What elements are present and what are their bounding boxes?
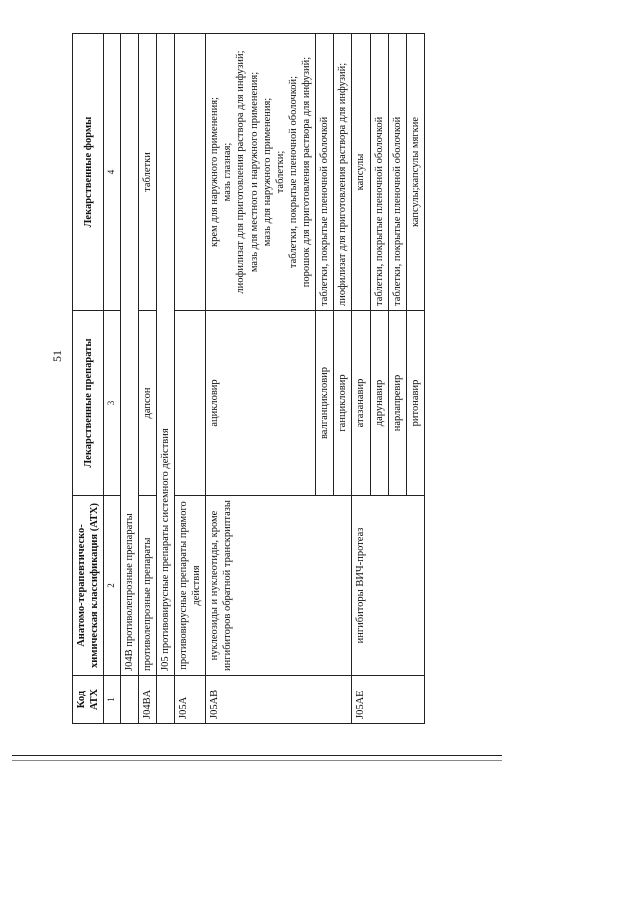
table-row-j05ab: [206, 34, 316, 724]
drug-forms-list: [206, 34, 316, 311]
column-number: 3: [104, 311, 120, 496]
classification: противовирусные препараты прямого действия: [174, 496, 205, 676]
drug-name: валганцикловир: [316, 311, 334, 496]
page-divider: [12, 755, 502, 756]
header-classification: Анатомо-терапевтическо-химическая классификация (АТХ): [73, 496, 104, 676]
header-code: Код АТХ: [73, 676, 104, 724]
group-row-j05: [156, 34, 174, 724]
rotated-table-wrapper: [72, 34, 425, 724]
column-number: 4: [104, 34, 120, 311]
atx-code: J05AE: [352, 676, 425, 724]
drug-name: нарлапревир: [388, 311, 406, 496]
table-row-j04ba: [138, 34, 156, 724]
drug-name: ацикловир: [206, 311, 316, 496]
column-number: 2: [104, 496, 120, 676]
atx-code: J04BA: [138, 676, 156, 724]
drug-form: таблетки, покрытые пленочной оболочкой: [370, 34, 388, 311]
group-row-j04b: [120, 34, 138, 724]
drug-name: дапсон: [138, 311, 156, 496]
drug-form: порошок для приготовления раствора для инфузий;: [301, 56, 312, 288]
group-title: J05 противовирусные препараты системного действия: [156, 34, 174, 676]
atx-code: J05A: [174, 676, 205, 724]
classification: нуклеозиды и нуклеотиды, кроме ингибиторов обратной транскриптазы: [206, 496, 352, 676]
drug-form: таблетки: [138, 34, 156, 311]
header-row: [73, 34, 104, 724]
drug-form: лиофилизат для приготовления раствора для инфузий;: [334, 34, 352, 311]
drug-form: таблетки, покрытые пленочной оболочкой: [388, 34, 406, 311]
group-title: J04B противолепрозные препараты: [120, 34, 138, 676]
drug-form: капсулы: [352, 34, 370, 311]
page-divider: [12, 760, 502, 761]
drug-form: таблетки, покрытые пленочной оболочкой;: [287, 75, 299, 269]
drug-form: мазь для местного и наружного применения;: [248, 71, 260, 273]
header-drugs: Лекарственные препараты: [73, 311, 104, 496]
drug-form: капсулы;капсулы мягкие: [406, 34, 424, 311]
drug-name: ритонавир: [406, 311, 424, 496]
classification: противолепрозные препараты: [138, 496, 156, 676]
drug-name: ганцикловир: [334, 311, 352, 496]
column-number: 1: [104, 676, 120, 724]
drug-name: атазанавир: [352, 311, 370, 496]
atx-table: [72, 33, 425, 724]
drug-form: крем для наружного применения;: [209, 97, 221, 247]
table-row-j05ae: [352, 34, 370, 724]
drug-name: дарунавир: [370, 311, 388, 496]
header-forms: Лекарственные формы: [73, 34, 104, 311]
drug-form: лиофилизат для приготовления раствора для инфузий;: [235, 50, 247, 294]
atx-code: J05AB: [206, 676, 352, 724]
classification: ингибиторы ВИЧ-протеаз: [352, 496, 425, 676]
drug-form: таблетки, покрытые пленочной оболочкой: [316, 34, 334, 311]
drug-form: мазь для наружного применения;: [261, 97, 273, 247]
drug-form: таблетки;: [274, 150, 286, 194]
drug-form: мазь глазная;: [222, 142, 234, 202]
column-number-row: [104, 34, 120, 724]
table-row-j05a: [174, 34, 205, 724]
page-number: 51: [50, 350, 64, 362]
